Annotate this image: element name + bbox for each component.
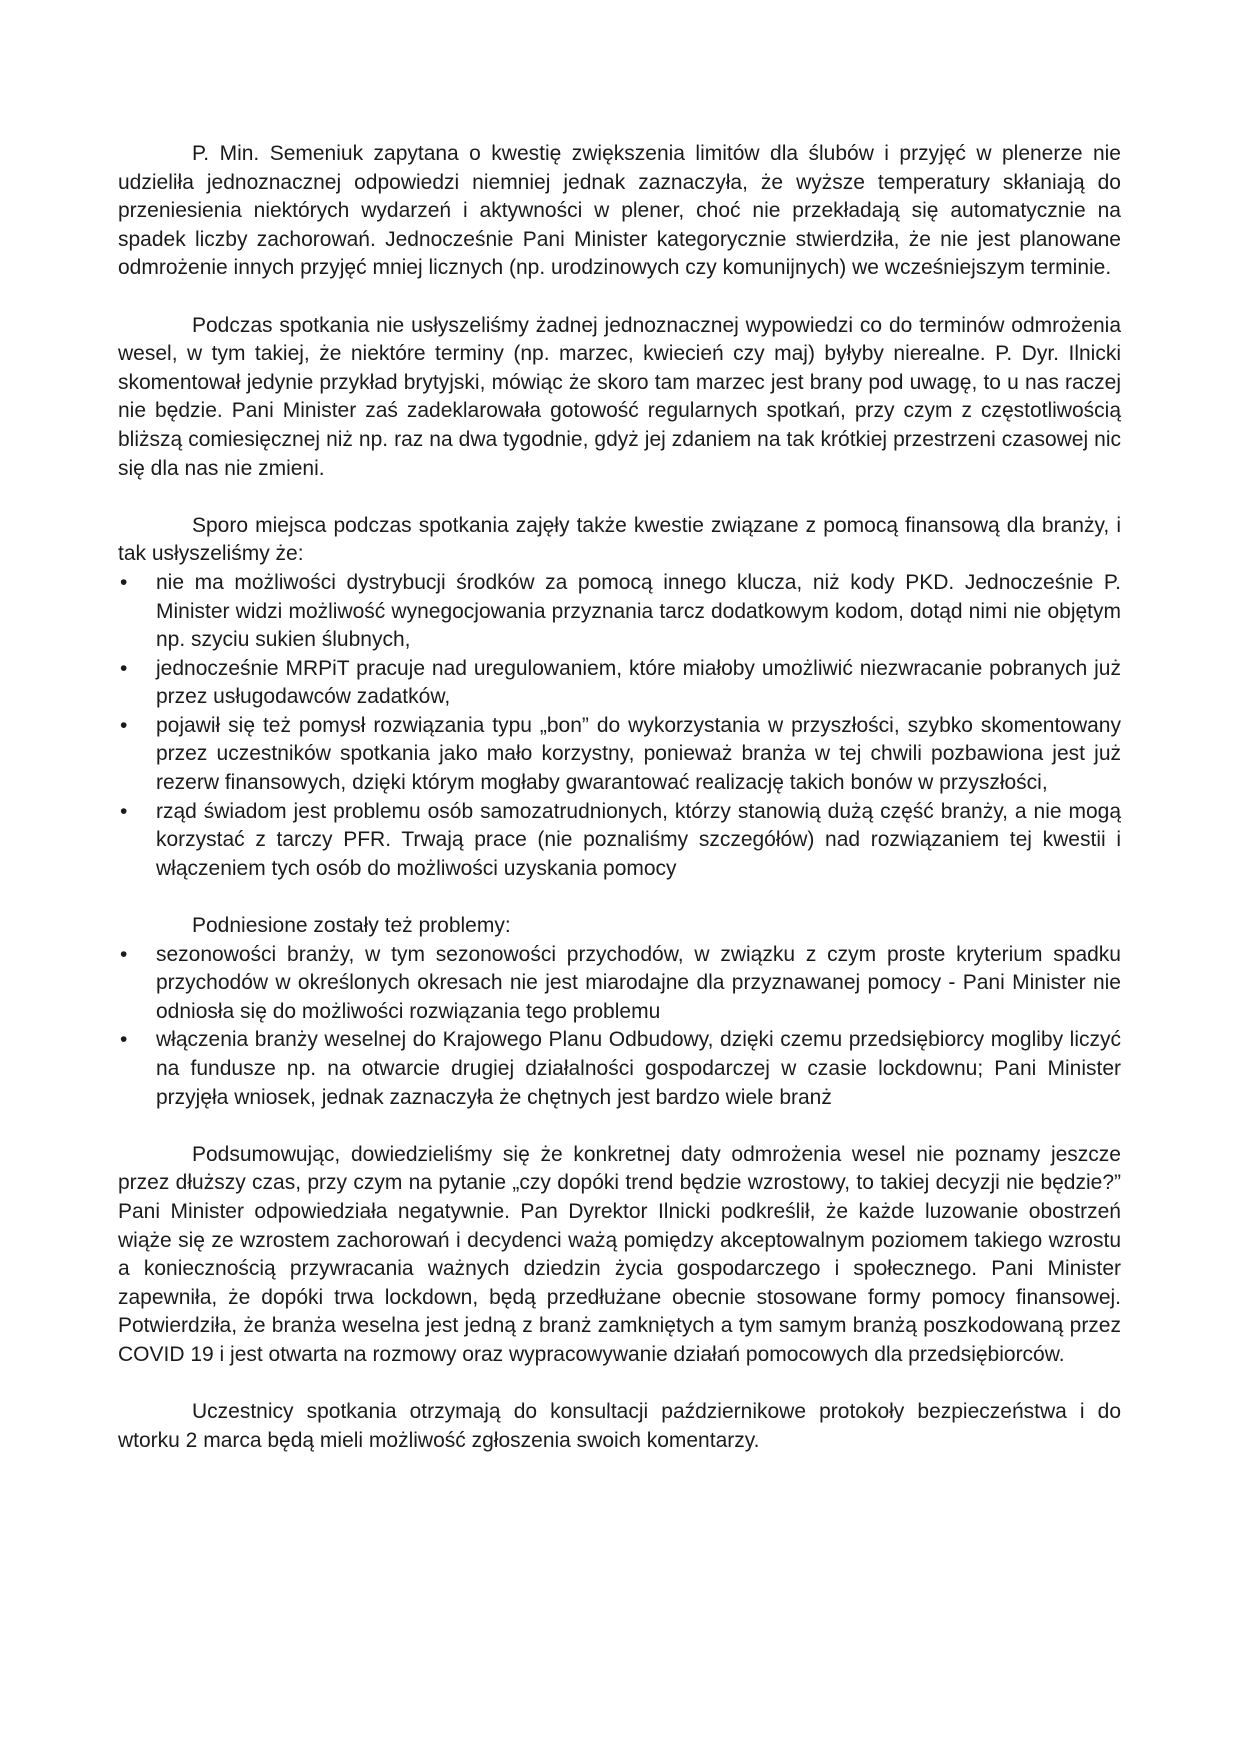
list-item-text: rząd świadom jest problemu osób samozatrudnionych, którzy stanowią dużą część branży, a nie mogą korzystać z tarczy PFR. Trwają prace (nie poznaliśmy szczegółów) nad rozwiązaniem tej kwestii i włączeniem tych osób do możliwości uzyskania pomocy bbox=[156, 799, 1121, 880]
document-page bbox=[118, 140, 1121, 1455]
list-item bbox=[118, 569, 1121, 655]
paragraph-1: P. Min. Semeniuk zapytana o kwestię zwiększenia limitów dla ślubów i przyjęć w plenerze nie udzieliła jednoznacznej odpowiedzi niemniej jednak zaznaczyła, że wyższe temperatury skłaniają do przeniesienia niektórych wydarzeń i aktywności w plener, choć nie przekładają się automatycznie na spadek liczby zachorowań. Jednocześnie Pani Minister kategorycznie stwierdziła, że nie jest planowane odmrożenie innych przyjęć mniej licznych (np. urodzinowych czy komunijnych) we wcześniejszym terminie. bbox=[118, 142, 1121, 280]
list-item-text: jednocześnie MRPiT pracuje nad uregulowaniem, które miałoby umożliwić niezwracanie pobranych już przez usługodawców zadatków, bbox=[156, 656, 1121, 709]
list-item bbox=[118, 712, 1121, 798]
list-item bbox=[118, 941, 1121, 1027]
list-item-text: włączenia branży weselnej do Krajowego Planu Odbudowy, dzięki czemu przedsiębiorcy mogliby liczyć na fundusze np. na otwarcie drugiej działalności gospodarczej w czasie lockdownu; Pani Minister przyjęła wniosek, jednak zaznaczyła że chętnych jest bardzo wiele branż bbox=[156, 1028, 1121, 1109]
paragraph-gap bbox=[118, 1112, 1121, 1141]
list-item bbox=[118, 655, 1121, 712]
paragraph-6: Uczestnicy spotkania otrzymają do konsultacji październikowe protokoły bezpieczeństwa i do wtorku 2 marca będą mieli możliwość zgłoszenia swoich komentarzy. bbox=[118, 1400, 1121, 1452]
problems-list bbox=[118, 941, 1121, 1113]
paragraph-5: Podsumowując, dowiedzieliśmy się że konkretnej daty odmrożenia wesel nie poznamy jeszcze przez dłuższy czas, przy czym na pytanie „czy dopóki trend będzie wzrostowy, to takiej decyzji nie będzie?” Pani Minister odpowiedziała negatywnie. Pan Dyrektor Ilnicki podkreślił, że każde luzowanie obostrzeń wiąże się ze wzrostem zachorowań i decydenci ważą pomiędzy akceptowalnym poziomem takiego wzrostu a koniecznością przywracania ważnych dziedzin życia gospodarczego i społecznego. Pani Minister zapewniła, że dopóki trwa lockdown, będą przedłużane obecnie stosowane formy pomocy finansowej. Potwierdziła, że branża weselna jest jedną z branż zamkniętych a tym samym branżą poszkodowaną przez COVID 19 i jest otwarta na rozmowy oraz wypracowywanie działań pomocowych dla przedsiębiorców. bbox=[118, 1142, 1121, 1366]
bullet-icon: • bbox=[120, 656, 128, 680]
paragraph-gap bbox=[118, 883, 1121, 912]
list-item-text: nie ma możliwości dystrybucji środków za pomocą innego klucza, niż kody PKD. Jednocześnie P. Minister widzi możliwość wynegocjowania przyznania tarcz dodatkowym kodom, dotąd nimi nie objętym np. szyciu sukien ślubnych, bbox=[156, 570, 1121, 652]
bullet-icon: • bbox=[120, 942, 128, 966]
paragraph-2: Podczas spotkania nie usłyszeliśmy żadnej jednoznacznej wypowiedzi co do terminów odmrożenia wesel, w tym takiej, że niektóre terminy (np. marzec, kwiecień czy maj) byłyby nierealne. P. Dyr. Ilnicki skomentował jedynie przykład brytyjski, mówiąc że skoro tam marzec jest brany pod uwagę, to u nas raczej nie będzie. Pani Minister zaś zadeklarowała gotowość regularnych spotkań, przy czym z częstotliwością bliższą comiesięcznej niż np. raz na dwa tygodnie, gdyż jej zdaniem na tak krótkiej przestrzeni czasowej nic się dla nas nie zmieni. bbox=[118, 313, 1121, 480]
bullet-icon: • bbox=[120, 570, 128, 594]
bullet-icon: • bbox=[120, 713, 128, 737]
list-item-text: pojawił się też pomysł rozwiązania typu „bon” do wykorzystania w przyszłości, szybko skomentowany przez uczestników spotkania jako mało korzystny, ponieważ branża w tej chwili pozbawiona jest już rezerw finansowych, dzięki którym mogłaby gwarantować realizację takich bonów w przyszłości, bbox=[156, 713, 1121, 795]
paragraph-4: Podniesione zostały też problemy: bbox=[192, 914, 511, 938]
paragraph-3: Sporo miejsca podczas spotkania zajęły także kwestie związane z pomocą finansową dla branży, i tak usłyszeliśmy że: bbox=[118, 513, 1121, 566]
paragraph-gap bbox=[118, 283, 1121, 312]
list-item bbox=[118, 1026, 1121, 1112]
paragraph-gap bbox=[118, 483, 1121, 512]
list-item-text: sezonowości branży, w tym sezonowości przychodów, w związku z czym proste kryterium spadku przychodów w określonych okresach nie jest miarodajne dla przyznawanej pomocy - Pani Minister nie odniosła się do możliwości rozwiązania tego problemu bbox=[156, 942, 1121, 1023]
bullet-icon: • bbox=[120, 1028, 128, 1052]
financial-aid-list bbox=[118, 569, 1121, 884]
paragraph-gap bbox=[118, 1370, 1121, 1399]
list-item bbox=[118, 798, 1121, 884]
bullet-icon: • bbox=[120, 799, 128, 823]
